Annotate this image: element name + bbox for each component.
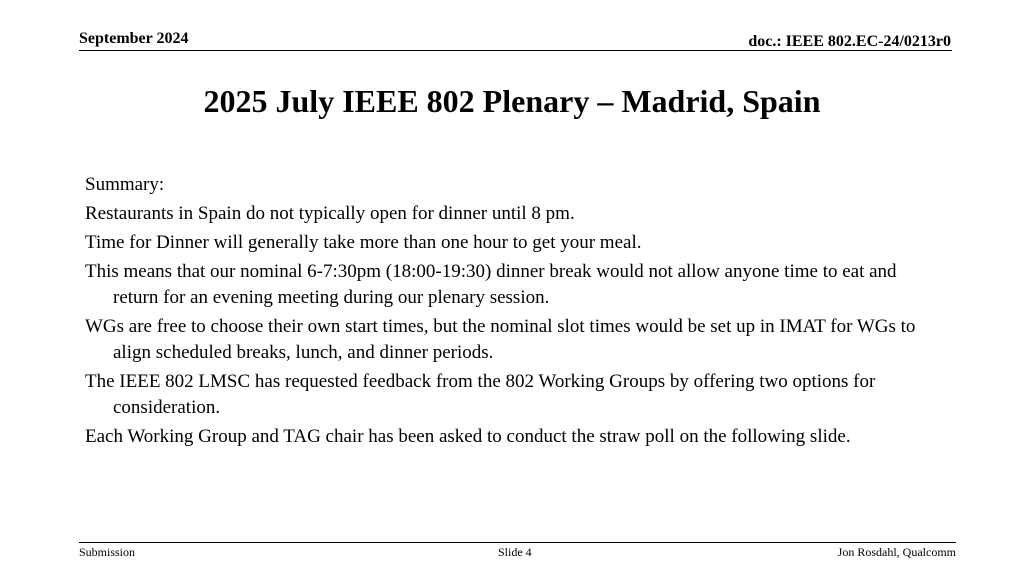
body-paragraph-summary: Summary: bbox=[85, 174, 165, 195]
footer-submission: Submission bbox=[79, 545, 136, 559]
body-paragraph-dinner-time: Time for Dinner will generally take more than one hour to get your meal. bbox=[85, 232, 642, 253]
footer-author: Jon Rosdahl, Qualcomm bbox=[837, 545, 956, 559]
footer-divider bbox=[79, 542, 956, 543]
footer-slide-number: Slide 4 bbox=[498, 545, 532, 559]
header-doc-id: doc.: IEEE 802.EC-24/0213r0 bbox=[748, 33, 951, 50]
header-divider bbox=[79, 50, 952, 51]
slide-title: 2025 July IEEE 802 Plenary – Madrid, Spain bbox=[203, 83, 821, 119]
body-paragraph-straw-poll: Each Working Group and TAG chair has been asked to conduct the straw poll on the following slide. bbox=[85, 426, 851, 447]
body-paragraph-restaurants: Restaurants in Spain do not typically open for dinner until 8 pm. bbox=[85, 203, 575, 224]
body-paragraph-dinner-break: This means that our nominal 6-7:30pm (18:00-19:30) dinner break would not allow anyone time to eat and return for an evening meeting during our plenary session. bbox=[85, 261, 897, 308]
body-paragraph-lmsc-feedback: The IEEE 802 LMSC has requested feedback from the 802 Working Groups by offering two options for consideration. bbox=[85, 371, 876, 418]
body-paragraph-wg-start-times: WGs are free to choose their own start times, but the nominal slot times would be set up in IMAT for WGs to align scheduled breaks, lunch, and dinner periods. bbox=[85, 316, 916, 363]
header-date: September 2024 bbox=[79, 30, 189, 47]
slide-body bbox=[85, 172, 945, 453]
